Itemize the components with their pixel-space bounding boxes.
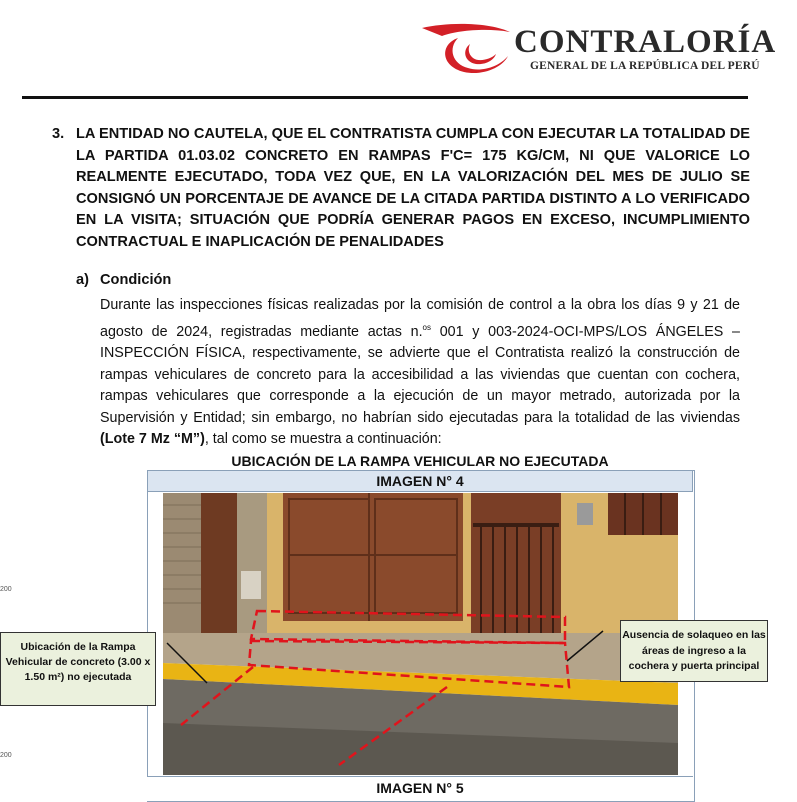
- margin-mark: 200: [0, 586, 12, 593]
- condition-heading: [76, 272, 171, 288]
- condition-letter: a): [76, 272, 89, 288]
- paragraph-sup: os: [422, 322, 431, 332]
- paragraph-text-3: , tal como se muestra a continuación:: [204, 431, 442, 447]
- condition-paragraph: [100, 295, 740, 451]
- header-divider: [22, 96, 748, 99]
- callout-missing-plaster: Ausencia de solaqueo en las áreas de ingreso a la cochera y puerta principal: [620, 620, 768, 682]
- callout-ramp-location: Ubicación de la Rampa Vehicular de concreto (3.00 x 1.50 m²) no ejecutada: [0, 632, 156, 706]
- logo-subtitle: GENERAL DE LA REPÚBLICA DEL PERÚ: [530, 60, 760, 72]
- logo-swoosh-icon: [418, 18, 518, 78]
- section-number: 3.: [52, 126, 65, 142]
- site-photo: [163, 493, 678, 775]
- logo-name: CONTRALORÍA: [514, 24, 777, 60]
- section-heading: [52, 124, 750, 253]
- paragraph-text-2: 001 y 003-2024-OCI-MPS/LOS ÁNGELES – INSPECCIÓN FÍSICA, respectivamente, se advierte que el Contratista realizó la construcción de rampas vehiculares de concreto para la accesibilidad a las viviendas que cuentan con cochera, rampas vehiculares que corresponde a la ejecución de un mayor metrado, autorizada por la Supervisión y Entidad; sin embargo, no habrían sido ejecutadas para la totalidad de las viviendas: [100, 323, 740, 426]
- next-image-label: IMAGEN N° 5: [147, 776, 693, 801]
- section-title: LA ENTIDAD NO CAUTELA, QUE EL CONTRATISTA CUMPLA CON EJECUTAR LA TOTALIDAD DE LA PARTIDA 01.03.02 CONCRETO EN RAMPAS F'C= 175 KG/CM, NI QUE VALORICE LO REALMENTE EJECUTADO, TODA VEZ QUE, EN LA VALORIZACIÓN DEL MES DE JULIO SE CONSIGNÓ UN PORCENTAJE DE AVANCE DE LA CITADA PARTIDA DISTINTO A LO VERIFICADO EN LA VISITA; SITUACIÓN QUE PODRÍA GENERAR PAGOS EN EXCESO, INCUMPLIMIENTO CONTRACTUAL E INAPLICACIÓN DE PENALIDADES: [76, 126, 750, 250]
- contraloria-logo: [418, 18, 777, 78]
- figure-title: UBICACIÓN DE LA RAMPA VEHICULAR NO EJECUTADA: [231, 453, 609, 469]
- paragraph-bold: (Lote 7 Mz “M”): [100, 431, 205, 447]
- paragraph-text-1: Durante las inspecciones físicas realizadas por la comisión de control a la obra los días 9 y 21 de agosto de 2024, registradas mediante actas n.: [100, 297, 740, 340]
- image-label: IMAGEN N° 4: [147, 470, 693, 492]
- condition-label: Condición: [100, 272, 172, 288]
- margin-mark: 200: [0, 752, 12, 759]
